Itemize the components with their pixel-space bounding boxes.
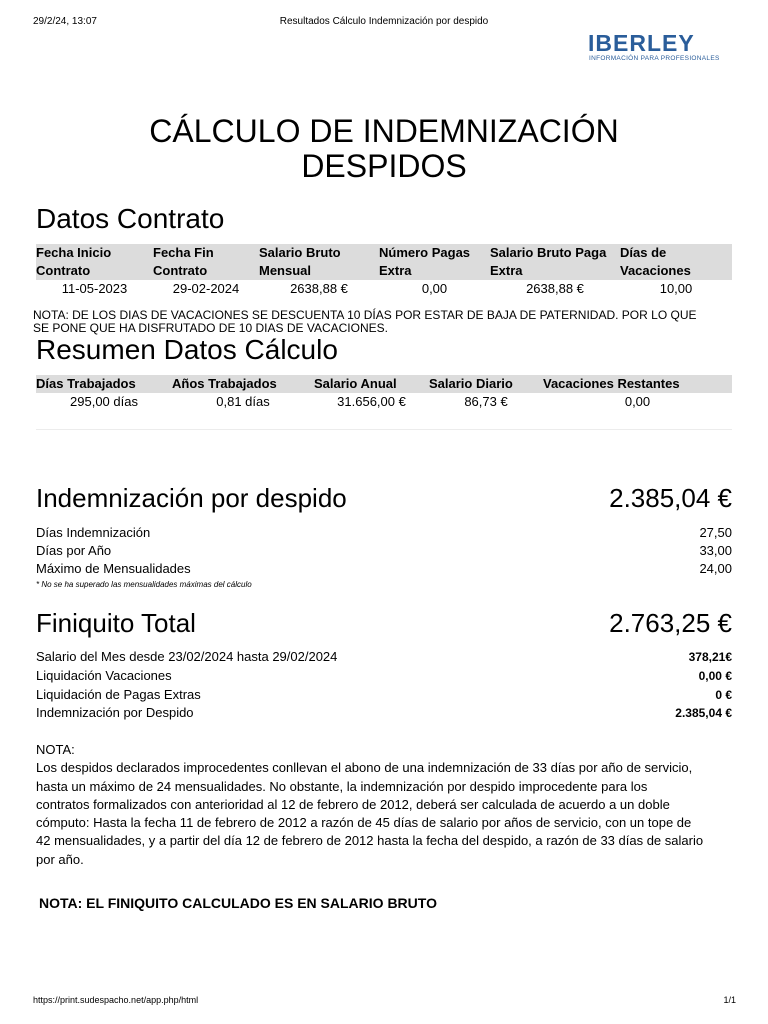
- page-title: [0, 114, 768, 184]
- finiquito-summary: [36, 608, 732, 639]
- resumen-heading: Resumen Datos Cálculo: [36, 334, 338, 365]
- mensualidades-footnote: * No se ha superado las mensualidades máximas del cálculo: [36, 580, 252, 589]
- datos-contrato-heading: Datos Contrato: [36, 203, 225, 234]
- cell-salario-bruto: 2638,88 €: [290, 281, 348, 296]
- print-page-title: Resultados Cálculo Indemnización por despido: [279, 16, 489, 27]
- col-header-fecha-fin: Fecha Fin Contrato: [153, 244, 259, 280]
- col-header-dias-vacaciones: Días de Vacaciones: [620, 244, 732, 280]
- table-row: [36, 393, 732, 410]
- finiquito-label: Finiquito Total: [36, 608, 196, 638]
- list-item: Indemnización por Despido 2.385,04 €: [36, 705, 732, 720]
- cell-vacaciones-restantes: 0,00: [624, 394, 651, 409]
- col-header-anos-trabajados: Años Trabajados: [172, 375, 314, 393]
- footer-page-number: 1/1: [723, 995, 736, 1005]
- iberley-logo: IBERLEY: [588, 30, 695, 56]
- list-item: Días por Año 33,00: [36, 543, 732, 558]
- resumen-header-row: [36, 375, 732, 393]
- page-title-line1: CÁLCULO DE INDEMNIZACIÓN: [149, 113, 619, 149]
- col-header-salario-anual: Salario Anual: [314, 375, 429, 393]
- cell-fecha-fin: 29-02-2024: [172, 281, 240, 296]
- indemnizacion-label: Indemnización por despido: [36, 483, 347, 513]
- page-title-line2: DESPIDOS: [301, 148, 467, 184]
- col-header-salario-bruto: Salario Bruto Mensual: [259, 244, 379, 280]
- datos-contrato-header-row: [36, 244, 732, 280]
- section-divider: [36, 429, 732, 430]
- list-item: Salario del Mes desde 23/02/2024 hasta 29/02/2024 378,21€: [36, 649, 732, 664]
- legal-note: NOTA: Los despidos declarados improcedentes conllevan el abono de una indemnización de 33 días por año de servicio, hasta un máximo de 24 mensualidades. No obstante, la indemnización por despido improcedente para los contratos formalizados con anterioridad al 12 de febrero de 2012, deberá ser calculada de acuerdo a un doble cómputo: Hasta la fecha 11 de febrero de 2012 a razón de 45 días de salario por años de servicio, con un tope de 42 mensualidades, y a partir del día 12 de febrero de 2012 hasta la fecha del despido, a razón de 33 días de salario por año.: [36, 741, 736, 869]
- iberley-logo-subtext: INFORMACIÓN PARA PROFESIONALES: [589, 55, 720, 62]
- cell-anos-trabajados: 0,81 días: [216, 394, 270, 409]
- cell-dias-trabajados: 295,00 días: [70, 394, 138, 409]
- datos-contrato-table: [36, 244, 732, 297]
- finiquito-amount: 2.763,25 €: [609, 608, 732, 638]
- list-item: Liquidación de Pagas Extras 0 €: [36, 687, 732, 702]
- indemnizacion-summary: [36, 483, 732, 514]
- cell-numero-pagas: 0,00: [421, 281, 448, 296]
- cell-salario-diario: 86,73 €: [464, 394, 508, 409]
- cell-salario-anual: 31.656,00 €: [337, 394, 406, 409]
- col-header-numero-pagas: Número Pagas Extra: [379, 244, 490, 280]
- cell-salario-paga-extra: 2638,88 €: [526, 281, 584, 296]
- salario-bruto-note: NOTA: EL FINIQUITO CALCULADO ES EN SALARIO BRUTO: [39, 895, 437, 911]
- table-row: [36, 280, 732, 297]
- legal-note-title: NOTA:: [36, 742, 75, 757]
- list-item: Días Indemnización 27,50: [36, 525, 732, 540]
- list-item: Máximo de Mensualidades 24,00: [36, 561, 732, 576]
- indemnizacion-amount: 2.385,04 €: [609, 483, 732, 513]
- col-header-salario-paga-extra: Salario Bruto Paga Extra: [490, 244, 620, 280]
- footer-url: https://print.sudespacho.net/app.php/html: [33, 995, 199, 1005]
- cell-dias-vacaciones: 10,00: [659, 281, 693, 296]
- col-header-salario-diario: Salario Diario: [429, 375, 543, 393]
- col-header-vacaciones-restantes: Vacaciones Restantes: [543, 375, 732, 393]
- col-header-dias-trabajados: Días Trabajados: [36, 375, 172, 393]
- resumen-table: [36, 375, 732, 410]
- cell-fecha-inicio: 11-05-2023: [61, 281, 128, 296]
- print-datetime: 29/2/24, 13:07: [33, 16, 97, 27]
- col-header-fecha-inicio: Fecha Inicio Contrato: [36, 244, 153, 280]
- vacaciones-note: NOTA: DE LOS DIAS DE VACACIONES SE DESCUENTA 10 DÍAS POR ESTAR DE BAJA DE PATERNIDAD. POR LO QUE SE PONE QUE HA DISFRUTADO DE 10 DIAS DE VACACIONES.: [33, 308, 697, 335]
- list-item: Liquidación Vacaciones 0,00 €: [36, 668, 732, 683]
